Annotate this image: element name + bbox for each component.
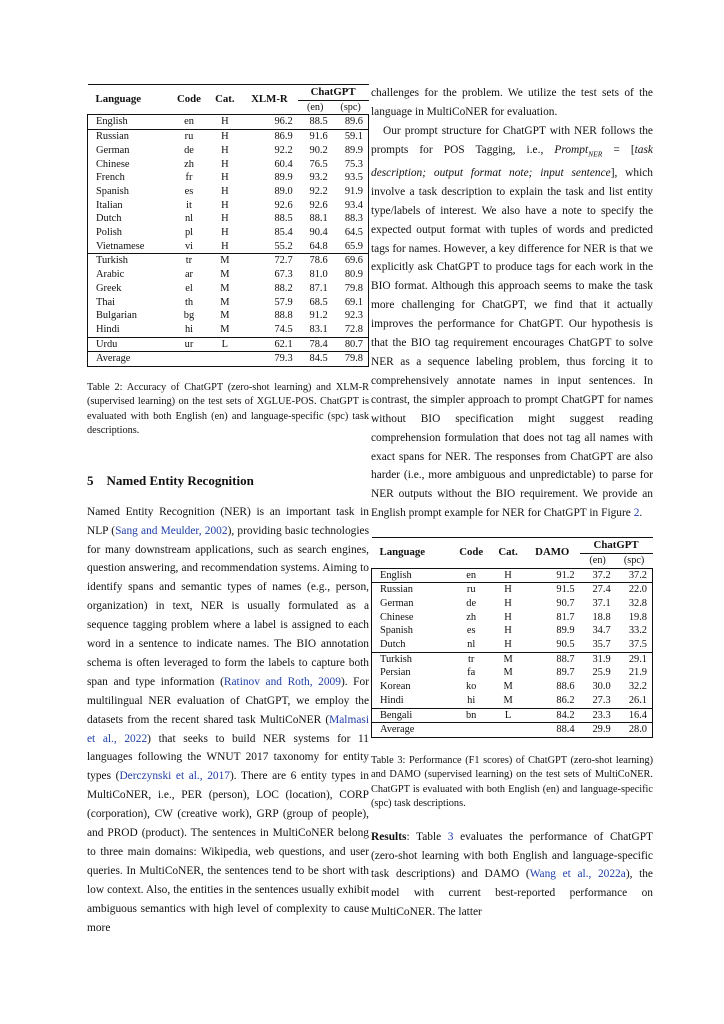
cell-en: 78.6	[298, 254, 333, 268]
cell-baseline: 85.4	[274, 227, 293, 239]
header-code: Code	[170, 85, 209, 115]
header-language: Language	[88, 85, 170, 115]
cell-en: 37.2	[580, 568, 616, 583]
cell-en: 64.8	[309, 240, 328, 252]
section-number: 5	[87, 472, 94, 488]
header-chatgpt: ChatGPT	[298, 85, 369, 101]
table-row	[88, 199, 369, 213]
cell-category: H	[221, 158, 229, 170]
cell-category: H	[221, 227, 229, 239]
table-row	[88, 337, 369, 352]
table-row	[372, 624, 653, 638]
cell-category: H	[491, 583, 525, 597]
citation-link[interactable]: Sang and Meulder, 2002	[115, 524, 228, 537]
cell-language: Italian	[88, 199, 170, 213]
text-run: ) that seeks to build NER systems for 11 languages following the WNUT 2017 taxonomy for entity types (	[87, 732, 369, 783]
cell-code: ru	[451, 583, 491, 597]
cell-language: Spanish	[372, 624, 452, 638]
cell-language: English	[88, 115, 170, 130]
cell-code: bn	[451, 708, 491, 723]
cell-language: Russian	[372, 583, 452, 597]
cell-category: M	[220, 310, 230, 322]
cell-baseline: 92.6	[274, 199, 293, 211]
cell-code: it	[186, 199, 192, 211]
table-row	[88, 212, 369, 226]
cell-baseline: 89.9	[274, 172, 293, 184]
cell-code: de	[466, 597, 477, 609]
cell-category: M	[491, 652, 525, 666]
header-language: Language	[372, 538, 452, 568]
cell-baseline: 86.9	[241, 130, 298, 144]
cell-code: hi	[467, 694, 476, 706]
cell-category: H	[221, 199, 229, 211]
cell-code: pl	[184, 227, 194, 239]
cell-spc: 37.2	[616, 568, 653, 583]
table-row	[88, 171, 369, 185]
cell-category: H	[221, 213, 229, 225]
cell-baseline: 89.7	[556, 667, 575, 679]
cell-category: H	[208, 130, 241, 144]
prompt-structure-paragraph	[371, 122, 653, 523]
cell-category: L	[208, 337, 241, 352]
cell-en: 92.6	[309, 199, 328, 211]
cell-baseline: 90.7	[556, 597, 575, 609]
cell-category: H	[208, 115, 241, 130]
header-spc: (spc)	[623, 554, 645, 566]
text-run: Our prompt structure for ChatGPT with NER follows the prompts for POS Tagging, i.e.,	[371, 124, 653, 156]
cell-en: 90.2	[309, 144, 328, 156]
cell-language: Chinese	[372, 611, 452, 625]
cell-en: 30.0	[592, 681, 611, 693]
cell-category: M	[220, 296, 230, 308]
cell-baseline: 62.1	[241, 337, 298, 352]
table-row	[372, 680, 653, 694]
header-chatgpt: ChatGPT	[580, 538, 653, 554]
header-code: Code	[451, 538, 491, 568]
cell-language: Spanish	[88, 185, 170, 199]
cell-spc: 19.8	[616, 611, 653, 625]
cell-baseline: 91.5	[525, 583, 580, 597]
cell-en: 83.1	[309, 323, 328, 335]
cell-category: H	[221, 172, 229, 184]
continued-paragraph: challenges for the problem. We utilize the test sets of the language in MultiCoNER for evaluation.	[371, 87, 653, 118]
cell-spc: 89.6	[333, 115, 369, 130]
cell-en: 90.4	[309, 227, 328, 239]
cell-category: H	[221, 185, 229, 197]
table-2	[87, 84, 369, 367]
cell-en: 34.7	[592, 625, 611, 637]
cell-category: L	[491, 708, 525, 723]
cell-spc: 72.8	[333, 323, 369, 337]
cell-average-en: 29.9	[580, 723, 616, 738]
cell-en: 37.1	[592, 597, 611, 609]
cell-baseline: 55.2	[274, 240, 293, 252]
cell-en: 31.9	[580, 652, 616, 666]
cell-spc: 33.2	[616, 624, 653, 638]
cell-code: ko	[465, 681, 477, 693]
table-row	[372, 694, 653, 708]
cell-language: Chinese	[88, 158, 170, 172]
cell-category: M	[220, 269, 230, 281]
cell-code: tr	[170, 254, 209, 268]
cell-spc: 93.4	[333, 199, 369, 213]
header-en: (en)	[589, 554, 606, 566]
cell-code: tr	[451, 652, 491, 666]
cell-spc: 32.8	[616, 597, 653, 611]
cell-baseline: 84.2	[525, 708, 580, 723]
cell-code: ur	[170, 337, 209, 352]
cell-language: Persian	[372, 666, 452, 680]
prompt-fields: task description; output format note; input sentence	[371, 143, 653, 179]
cell-code: bg	[183, 310, 195, 322]
cell-category: M	[503, 667, 513, 679]
results-label: Results	[371, 830, 407, 843]
cell-en: 88.1	[309, 213, 328, 225]
cell-spc: 89.9	[333, 144, 369, 158]
cell-en: 35.7	[592, 639, 611, 651]
cell-language: Hindi	[88, 323, 170, 337]
right-column	[371, 84, 653, 922]
header-en: (en)	[306, 101, 324, 113]
text-run: = [	[602, 143, 635, 156]
cell-language: Greek	[88, 282, 170, 296]
cell-spc: 37.5	[616, 638, 653, 652]
cell-category: M	[220, 282, 230, 294]
cell-baseline: 57.9	[274, 296, 293, 308]
cell-average-label: Average	[88, 352, 242, 367]
cell-code: el	[185, 282, 193, 294]
cell-code: en	[170, 115, 209, 130]
cell-spc: 22.0	[616, 583, 653, 597]
table-3-caption: Table 3: Performance (F1 scores) of ChatGPT (zero-shot learning) and DAMO (supervised learning) on the test sets of MultiCoNER. ChatGPT is evaluated with both English (en) and language-specific (spc) task descriptions.	[371, 754, 653, 810]
table-row	[88, 158, 369, 172]
cell-language: Dutch	[88, 212, 170, 226]
header-baseline: DAMO	[525, 538, 580, 568]
cell-en: 81.0	[309, 269, 328, 281]
table-row	[372, 638, 653, 652]
text-run: .	[639, 507, 643, 520]
cell-language: Bengali	[372, 708, 452, 723]
table-header-row	[372, 538, 653, 554]
cell-spc: 75.3	[333, 158, 369, 172]
cell-baseline: 88.2	[274, 282, 293, 294]
table-row	[88, 254, 369, 268]
cell-code: nl	[184, 213, 194, 225]
cell-code: th	[184, 296, 194, 308]
cell-spc: 88.3	[333, 212, 369, 226]
cell-language: German	[88, 144, 170, 158]
text-run: ], which involve a task description to explain the task and list entity type/labels of interest. We also have a note to specify the expected output format with tuples of words and predicted tags for names. However, a key difference for NER is that we explicitly ask ChatGPT to produce tags for each work in the BIO format. Although this approach seems to make the task more challenging for ChatGPT, we find that it actually improves the performance for ChatGPT. Our hypothesis is that the BIO tag requirement encourages ChatGPT to solve NER as a sequence labeling problem, thus forcing it to comprehensively annotate names in input sentences. In contrast, the simpler approach to prompt ChatGPT for names without BIO specification might suggest reading comprehension formulation that does not tag all names with exact spans for NER. The responses from ChatGPT are also harder (i.e., more ambiguous and unpredictable) to parse for NER outputs without the BIO requirement. We provide an English prompt example for NER for ChatGPT in Figure	[371, 166, 653, 520]
results-paragraph	[371, 828, 653, 923]
cell-en: 78.4	[298, 337, 333, 352]
header-category: Cat.	[208, 85, 241, 115]
cell-en: 25.9	[592, 667, 611, 679]
cell-spc: 26.1	[616, 694, 653, 708]
left-column	[87, 84, 369, 938]
table-link[interactable]: 3	[447, 830, 454, 843]
cell-language: Vietnamese	[88, 240, 170, 254]
cell-baseline: 88.8	[274, 310, 293, 322]
text-run: ), providing basic technologies for many downstream applications, such as search engines, question answering, and recommendation systems. Aiming to identify spans and semantic types of names (e.g., person, organization) in text, NER is usually formulated as a sequence tagging problem where a label is assigned to each word in a sentence to indicate names. The BIO annotation schema is often leveraged to form the labels to capture both span and type information (	[87, 524, 370, 688]
cell-spc: 80.9	[333, 268, 369, 282]
cell-average-en: 84.5	[298, 352, 333, 367]
cell-baseline: 91.2	[525, 568, 580, 583]
table-row	[372, 597, 653, 611]
cell-spc: 79.8	[333, 282, 369, 296]
text-run: evaluates the performance of ChatGPT (zero-shot learning with both English and language-specific task descriptions) and DAMO (	[371, 830, 653, 881]
cell-language: Hindi	[372, 694, 452, 708]
cell-spc: 69.1	[333, 296, 369, 310]
cell-spc: 65.9	[333, 240, 369, 254]
text-run: ). There are 6 entity types in MultiCoNER, i.e., PER (person), LOC (location), CORP (corporation), CW (creative work), GRP (group of people), and PROD (product). The sentences in MultiCoNER belong to three main domains: Wikipedia, web questions, and user queries. In MultiCoNER, the sentences tend to be short with low context. Also, the entities in the sentences usually exhibit ambiguous semantics with high level of complexity to cause more	[87, 770, 369, 934]
cell-category: H	[504, 639, 512, 651]
cell-average-spc: 79.8	[333, 352, 369, 367]
cell-en: 93.2	[309, 172, 328, 184]
cell-baseline: 89.9	[556, 625, 575, 637]
header-spc: (spc)	[340, 101, 361, 113]
cell-en: 68.5	[309, 296, 328, 308]
cell-baseline: 90.5	[556, 639, 575, 651]
table-row	[372, 666, 653, 680]
section-heading	[87, 473, 369, 489]
table-row	[372, 652, 653, 666]
cell-language: Bulgarian	[88, 309, 170, 323]
cell-language: French	[88, 171, 170, 185]
cell-spc: 80.7	[333, 337, 369, 352]
cell-code: vi	[184, 240, 194, 252]
cell-baseline: 92.2	[274, 144, 293, 156]
prompt-symbol: Prompt	[554, 143, 589, 156]
cell-en: 27.4	[580, 583, 616, 597]
table-row	[88, 144, 369, 158]
cell-category: H	[221, 240, 229, 252]
cell-code: ru	[170, 130, 209, 144]
header-category: Cat.	[491, 538, 525, 568]
cell-en: 18.8	[592, 611, 611, 623]
cell-baseline: 89.0	[274, 185, 293, 197]
cell-spc: 59.1	[333, 130, 369, 144]
cell-language: Polish	[88, 226, 170, 240]
cell-baseline: 86.2	[556, 694, 575, 706]
table-row	[88, 185, 369, 199]
cell-code: hi	[184, 323, 194, 335]
text-run: : Table	[406, 830, 448, 843]
cell-language: Dutch	[372, 638, 452, 652]
cell-code: zh	[466, 611, 477, 623]
table-row	[88, 240, 369, 254]
cell-en: 91.6	[298, 130, 333, 144]
cell-code: de	[184, 144, 194, 156]
header-baseline: XLM-R	[241, 85, 298, 115]
cell-spc: 92.3	[333, 309, 369, 323]
cell-code: es	[466, 625, 476, 637]
cell-language: Turkish	[88, 254, 170, 268]
cell-category: H	[504, 597, 512, 609]
citation-link[interactable]: Wang et al., 2022a	[529, 868, 626, 881]
cell-en: 87.1	[309, 282, 328, 294]
cell-code: ar	[184, 269, 194, 281]
table-row	[88, 115, 369, 130]
cell-code: zh	[184, 158, 194, 170]
cell-baseline: 88.7	[525, 652, 580, 666]
cell-code: nl	[467, 639, 476, 651]
table-row	[88, 130, 369, 144]
cell-baseline: 72.7	[241, 254, 298, 268]
cell-en: 27.3	[592, 694, 611, 706]
text-run: ). For multilingual NER evaluation of ChatGPT, we employ the datasets from the recent shared task MultiCoNER (	[87, 675, 370, 726]
cell-language: Thai	[88, 296, 170, 310]
table-row	[372, 611, 653, 625]
table-3	[371, 537, 653, 738]
citation-link[interactable]: Derczynski et al., 2017	[119, 770, 230, 783]
cell-spc: 32.2	[616, 680, 653, 694]
table-row	[372, 568, 653, 583]
prompt-subscript: NER	[588, 149, 603, 158]
cell-language: German	[372, 597, 452, 611]
citation-link[interactable]: Ratinov and Roth, 2009	[223, 675, 341, 688]
table-row	[88, 282, 369, 296]
cell-category: H	[221, 144, 229, 156]
cell-code: en	[451, 568, 491, 583]
table-row	[88, 268, 369, 282]
cell-category: M	[503, 694, 513, 706]
cell-baseline: 60.4	[274, 158, 293, 170]
table-average-row	[88, 352, 369, 367]
table-average-row	[372, 723, 653, 738]
cell-category: M	[208, 254, 241, 268]
cell-language: Urdu	[88, 337, 170, 352]
cell-language: Turkish	[372, 652, 452, 666]
cell-baseline: 74.5	[274, 323, 293, 335]
figure-link[interactable]: 2	[633, 507, 640, 520]
table-2-caption: Table 2: Accuracy of ChatGPT (zero-shot learning) and XLM-R (supervised learning) on the test sets of XGLUE-POS. ChatGPT is evaluated with both English (en) and language-specific (spc) task descriptions.	[87, 382, 369, 437]
cell-spc: 29.1	[616, 652, 653, 666]
cell-spc: 91.9	[333, 185, 369, 199]
cell-spc: 16.4	[616, 708, 653, 723]
cell-spc: 69.6	[333, 254, 369, 268]
table-row	[372, 708, 653, 723]
table-header-row	[88, 85, 369, 101]
cell-en: 23.3	[580, 708, 616, 723]
cell-code: fa	[467, 667, 476, 679]
cell-category: M	[503, 681, 513, 693]
cell-category: H	[491, 568, 525, 583]
cell-baseline: 81.7	[556, 611, 575, 623]
cell-en: 88.5	[298, 115, 333, 130]
cell-spc: 21.9	[616, 666, 653, 680]
cell-language: English	[372, 568, 452, 583]
cell-language: Korean	[372, 680, 452, 694]
text-run: ), the model with current best-reported performance on MultiCoNER. The latter	[371, 868, 653, 919]
table-row	[88, 296, 369, 310]
cell-code: es	[184, 185, 194, 197]
table-row	[372, 583, 653, 597]
table-row	[88, 226, 369, 240]
cell-en: 76.5	[309, 158, 328, 170]
cell-average-label: Average	[372, 723, 525, 738]
cell-baseline: 67.3	[274, 269, 293, 281]
cell-spc: 93.5	[333, 171, 369, 185]
cell-category: H	[504, 611, 512, 623]
cell-baseline: 88.5	[274, 213, 293, 225]
section-title: Named Entity Recognition	[106, 472, 254, 488]
table-row	[88, 309, 369, 323]
cell-category: M	[220, 323, 230, 335]
text-run: Named Entity Recognition (NER) is an important task in NLP (	[87, 505, 369, 537]
cell-en: 91.2	[309, 310, 328, 322]
cell-spc: 64.5	[333, 226, 369, 240]
cell-average-baseline: 88.4	[525, 723, 580, 738]
citation-link[interactable]: Malmasi et al., 2022	[87, 713, 369, 745]
cell-average-baseline: 79.3	[241, 352, 298, 367]
cell-category: H	[504, 625, 512, 637]
cell-en: 92.2	[309, 185, 328, 197]
cell-baseline: 96.2	[241, 115, 298, 130]
cell-language: Arabic	[88, 268, 170, 282]
cell-baseline: 88.6	[556, 681, 575, 693]
cell-language: Russian	[88, 130, 170, 144]
ner-intro-paragraph	[87, 503, 369, 938]
cell-code: fr	[185, 172, 193, 184]
cell-average-spc: 28.0	[616, 723, 653, 738]
table-row	[88, 323, 369, 337]
